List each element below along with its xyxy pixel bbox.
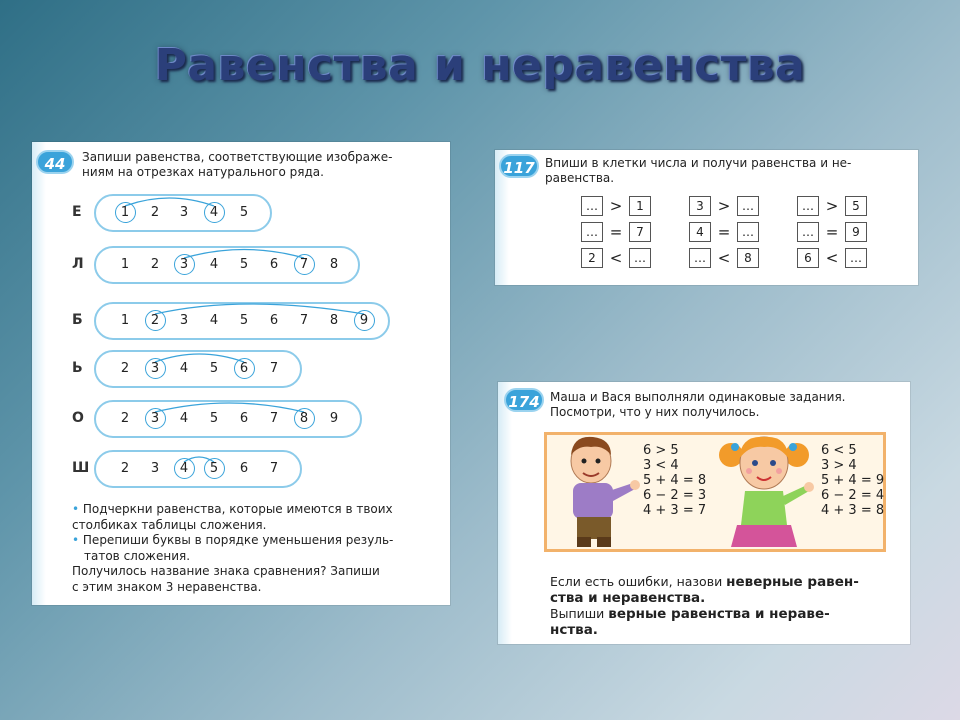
comparison-sign: > — [717, 197, 731, 215]
number: 1 — [120, 313, 130, 328]
exercise-instruction — [82, 150, 452, 180]
number-line-row — [32, 400, 450, 438]
inequality-line: 5 + 4 = 9 — [821, 473, 885, 488]
number: 4 — [179, 411, 189, 426]
jump-arc — [125, 198, 214, 206]
empty-answer-box: … — [581, 222, 603, 242]
number-line-row — [32, 450, 450, 488]
comparison-sign: = — [825, 223, 839, 241]
task-line: с этим знаком 3 неравенства. — [72, 579, 262, 594]
empty-answer-box: … — [797, 196, 819, 216]
comparison-sign: = — [717, 223, 731, 241]
inequality-line: 4 + 3 = 8 — [821, 503, 885, 518]
task-line: столбиках таблицы сложения. — [72, 517, 267, 532]
number-circled: 7 — [294, 257, 314, 272]
instruction-line: ниям на отрезках натурального ряда. — [82, 165, 324, 179]
closing-line: нства. — [550, 622, 598, 638]
comparison-sign: < — [825, 249, 839, 267]
slide-title: Равенства и неравенства — [154, 40, 806, 91]
inequality-line: 4 + 3 = 7 — [643, 503, 707, 518]
exercise-number-badge: 117 — [499, 154, 539, 178]
bullet: • — [72, 502, 80, 516]
exercise-instruction — [550, 390, 906, 420]
closing-bold-text: верные равенства и нераве- — [608, 606, 830, 622]
number-circled: 1 — [115, 205, 135, 220]
number: 7 — [269, 461, 279, 476]
exercise-tasks — [72, 502, 454, 595]
card-strip — [498, 382, 512, 644]
task-line: татов сложения. — [84, 548, 191, 563]
number: 4 — [209, 257, 219, 272]
closing-text: Выпиши — [550, 606, 609, 621]
empty-answer-box: … — [737, 196, 759, 216]
number: 5 — [209, 361, 219, 376]
number: 4 — [179, 361, 189, 376]
closing-text: Если есть ошибки, назови — [550, 574, 727, 589]
empty-answer-box: … — [581, 196, 603, 216]
inequality-line: 5 + 4 = 8 — [643, 473, 707, 488]
number-box: 4 — [689, 222, 711, 242]
number: 8 — [329, 313, 339, 328]
inequality-line: 6 > 5 — [643, 443, 679, 458]
number-circled: 3 — [174, 257, 194, 272]
inequality-line: 6 − 2 = 3 — [643, 488, 707, 503]
exercise-closing-text — [550, 574, 906, 638]
number-circled: 3 — [145, 361, 165, 376]
number-box: 7 — [629, 222, 651, 242]
row-letter: Ь — [72, 360, 83, 376]
number-circled: 6 — [234, 361, 254, 376]
closing-line — [550, 606, 906, 622]
number-line-row — [32, 246, 450, 284]
exercise-number-badge: 44 — [36, 150, 74, 174]
closing-line: ства и неравенства. — [550, 590, 706, 606]
number: 2 — [150, 205, 160, 220]
number: 7 — [269, 361, 279, 376]
exercise-117-card — [495, 150, 918, 285]
number: 3 — [179, 313, 189, 328]
comparison-sign: < — [609, 249, 623, 267]
number: 5 — [239, 313, 249, 328]
number: 4 — [209, 313, 219, 328]
instruction-line: Посмотри, что у них получилось. — [550, 405, 760, 419]
inequality-line: 6 − 2 = 4 — [821, 488, 885, 503]
empty-answer-box: … — [797, 222, 819, 242]
number: 7 — [299, 313, 309, 328]
row-letter: Б — [72, 312, 83, 328]
vasya-answers — [821, 443, 891, 518]
instruction-line: равенства. — [545, 171, 615, 185]
inequality-line: 6 < 5 — [821, 443, 857, 458]
masha-answers — [643, 443, 713, 518]
instruction-line: Впиши в клетки числа и получи равенства и не- — [545, 156, 852, 170]
number: 2 — [120, 411, 130, 426]
number-line-row — [32, 350, 450, 388]
number: 9 — [329, 411, 339, 426]
row-letter: Л — [72, 256, 84, 272]
number: 6 — [269, 257, 279, 272]
number-box: 9 — [845, 222, 867, 242]
number-circled: 8 — [294, 411, 314, 426]
empty-answer-box: … — [629, 248, 651, 268]
task-text: Перепиши буквы в порядке уменьшения резуль- — [82, 533, 394, 547]
number-circled: 5 — [204, 461, 224, 476]
exercise-number-badge: 174 — [504, 388, 544, 412]
jump-arc — [155, 354, 244, 362]
number-box: 5 — [845, 196, 867, 216]
number: 3 — [179, 205, 189, 220]
task-line: Получилось название знака сравнения? Запиши — [72, 564, 380, 578]
inequality-line: 3 > 4 — [821, 458, 857, 473]
empty-answer-box: … — [689, 248, 711, 268]
row-letter: О — [72, 410, 84, 426]
row-letter: Е — [72, 204, 82, 220]
answers-board — [544, 432, 886, 552]
task-line — [72, 502, 454, 518]
number: 6 — [239, 461, 249, 476]
closing-bold-text: неверные равен- — [726, 574, 859, 590]
number: 5 — [209, 411, 219, 426]
empty-answer-box: … — [845, 248, 867, 268]
exercise-174-card — [498, 382, 910, 644]
number-circled: 4 — [174, 461, 194, 476]
instruction-line: Маша и Вася выполняли одинаковые задания. — [550, 390, 846, 404]
number: 5 — [239, 257, 249, 272]
number-line-row — [32, 302, 450, 340]
number-line-row — [32, 194, 450, 232]
number-box: 2 — [581, 248, 603, 268]
comparison-sign: < — [717, 249, 731, 267]
closing-line — [550, 574, 906, 590]
comparison-sign: > — [609, 197, 623, 215]
number: 6 — [239, 411, 249, 426]
exercise-44-card — [32, 142, 450, 605]
number-circled: 4 — [204, 205, 224, 220]
task-line — [72, 533, 454, 549]
girl-illustration — [711, 425, 817, 559]
number-circled: 2 — [145, 313, 165, 328]
number-box: 1 — [629, 196, 651, 216]
row-letter: Ш — [72, 460, 90, 476]
number-circled: 3 — [145, 411, 165, 426]
number-box: 8 — [737, 248, 759, 268]
number: 6 — [269, 313, 279, 328]
number-box: 6 — [797, 248, 819, 268]
comparison-sign: = — [609, 223, 623, 241]
number-circled: 9 — [354, 313, 374, 328]
instruction-line: Запиши равенства, соответствующие изображе- — [82, 150, 393, 164]
empty-answer-box: … — [737, 222, 759, 242]
exercise-instruction — [545, 156, 913, 186]
inequality-line: 3 < 4 — [643, 458, 679, 473]
number: 2 — [150, 257, 160, 272]
number: 3 — [150, 461, 160, 476]
task-text: Подчеркни равенства, которые имеются в твоих — [82, 502, 393, 516]
boy-illustration — [551, 431, 641, 555]
bullet: • — [72, 533, 80, 547]
number-box: 3 — [689, 196, 711, 216]
comparison-sign: > — [825, 197, 839, 215]
number: 7 — [269, 411, 279, 426]
number: 2 — [120, 461, 130, 476]
number: 5 — [239, 205, 249, 220]
number: 1 — [120, 257, 130, 272]
number: 2 — [120, 361, 130, 376]
number: 8 — [329, 257, 339, 272]
